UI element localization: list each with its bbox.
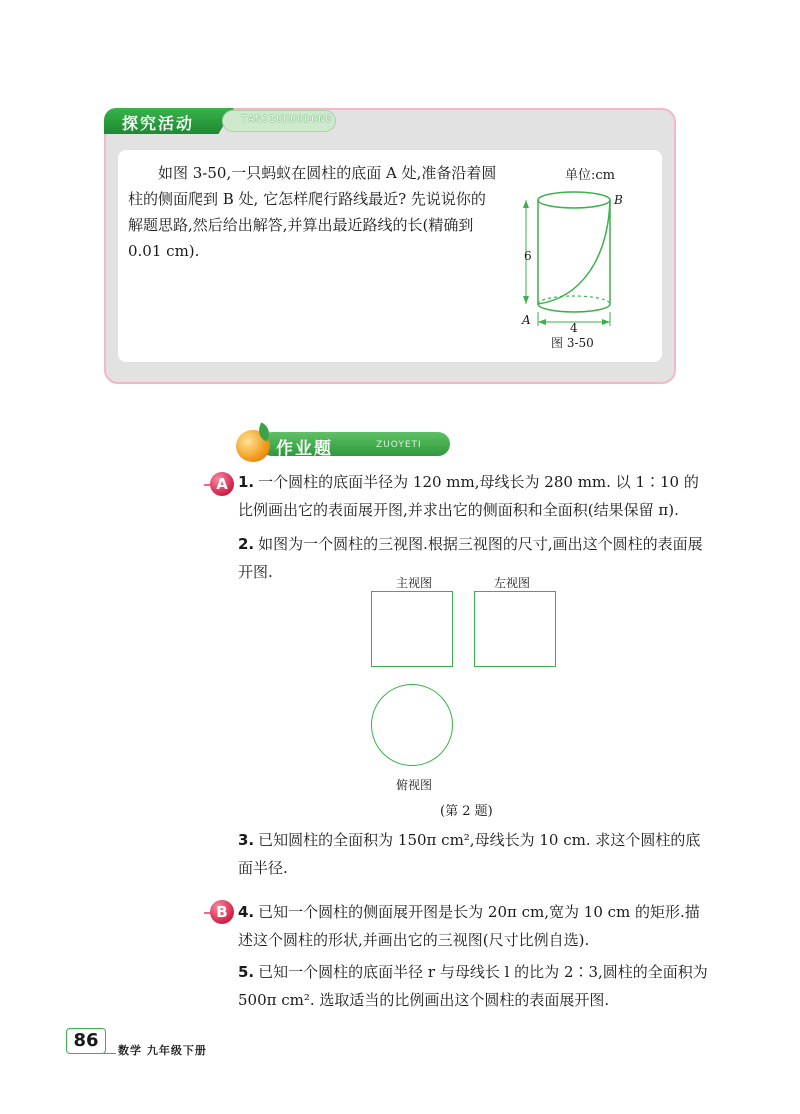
page-number: 86 bbox=[66, 1028, 106, 1054]
question-number: 5. bbox=[238, 963, 255, 981]
question-number: 2. bbox=[238, 535, 255, 553]
question-text: 已知圆柱的全面积为 150π cm²,母线长为 10 cm. 求这个圆柱的底面半径. bbox=[238, 831, 701, 877]
left-view-label: 左视图 bbox=[494, 576, 531, 590]
page-number-tail bbox=[104, 1040, 116, 1054]
homework-banner-subtitle: ZUOYETI bbox=[376, 440, 422, 450]
question-2-caption: (第 2 题) bbox=[440, 804, 493, 819]
left-view-square bbox=[474, 591, 556, 667]
ant-path-curve bbox=[538, 200, 610, 304]
question-number: 3. bbox=[238, 831, 255, 849]
level-a-badge: A bbox=[210, 472, 234, 496]
question-3 bbox=[238, 826, 708, 882]
question-text: 已知一个圆柱的底面半径 r 与母线长 l 的比为 2∶3,圆柱的全面积为 500π cm². 选取适当的比例画出这个圆柱的表面展开图. bbox=[238, 963, 708, 1009]
height-arrow-top bbox=[523, 200, 529, 208]
question-number: 4. bbox=[238, 903, 255, 921]
question-text: 如图为一个圆柱的三视图.根据三视图的尺寸,画出这个圆柱的表面展开图. bbox=[238, 535, 703, 581]
homework-banner-title: 作业题 bbox=[276, 439, 333, 459]
front-view-square bbox=[371, 591, 453, 667]
width-arrow-left bbox=[538, 319, 546, 325]
cylinder-bottom-back bbox=[538, 296, 610, 304]
explore-banner-pill bbox=[222, 110, 336, 132]
point-a-label: A bbox=[522, 313, 531, 327]
question-text: 一个圆柱的底面半径为 120 mm,母线长为 280 mm. 以 1∶10 的比例画出它的表面展开图,并求出它的侧面积和全面积(结果保留 π). bbox=[238, 473, 699, 519]
explore-banner-subtitle: TANJIUHUODONG bbox=[241, 114, 333, 125]
question-1 bbox=[238, 468, 708, 524]
book-title: 数学 九年级下册 bbox=[118, 1044, 207, 1057]
level-b-badge: B bbox=[210, 900, 234, 924]
figure-unit-label: 单位:cm bbox=[565, 168, 615, 183]
cylinder-top-ellipse bbox=[538, 192, 610, 208]
question-2 bbox=[238, 530, 708, 586]
explore-banner bbox=[104, 108, 336, 134]
height-arrow-bottom bbox=[523, 296, 529, 304]
cylinder-figure bbox=[510, 180, 630, 336]
homework-banner bbox=[228, 424, 450, 464]
question-text: 已知一个圆柱的侧面展开图是长为 20π cm,宽为 10 cm 的矩形.描述这个圆柱的形状,并画出它的三视图(尺寸比例自选). bbox=[238, 903, 700, 949]
cylinder-bottom-front bbox=[538, 304, 610, 312]
point-b-label: B bbox=[614, 193, 623, 207]
top-view-circle bbox=[371, 684, 453, 766]
width-arrow-right bbox=[602, 319, 610, 325]
question-4 bbox=[238, 898, 708, 954]
question-5 bbox=[238, 958, 708, 1014]
width-value-label: 4 bbox=[570, 321, 578, 335]
explore-problem-text: 如图 3-50,一只蚂蚁在圆柱的底面 A 处,准备沿着圆柱的侧面爬到 B 处, 它怎样爬行路线最近? 先说说你的解题思路,然后给出解答,并算出最近路线的长(精确到 0.01 cm). bbox=[128, 164, 497, 260]
top-view-label: 俯视图 bbox=[396, 778, 433, 792]
figure-caption: 图 3-50 bbox=[551, 336, 594, 350]
explore-banner-title: 探究活动 bbox=[122, 114, 195, 133]
question-number: 1. bbox=[238, 473, 255, 491]
front-view-label: 主视图 bbox=[396, 576, 433, 590]
height-value-label: 6 bbox=[524, 249, 532, 263]
